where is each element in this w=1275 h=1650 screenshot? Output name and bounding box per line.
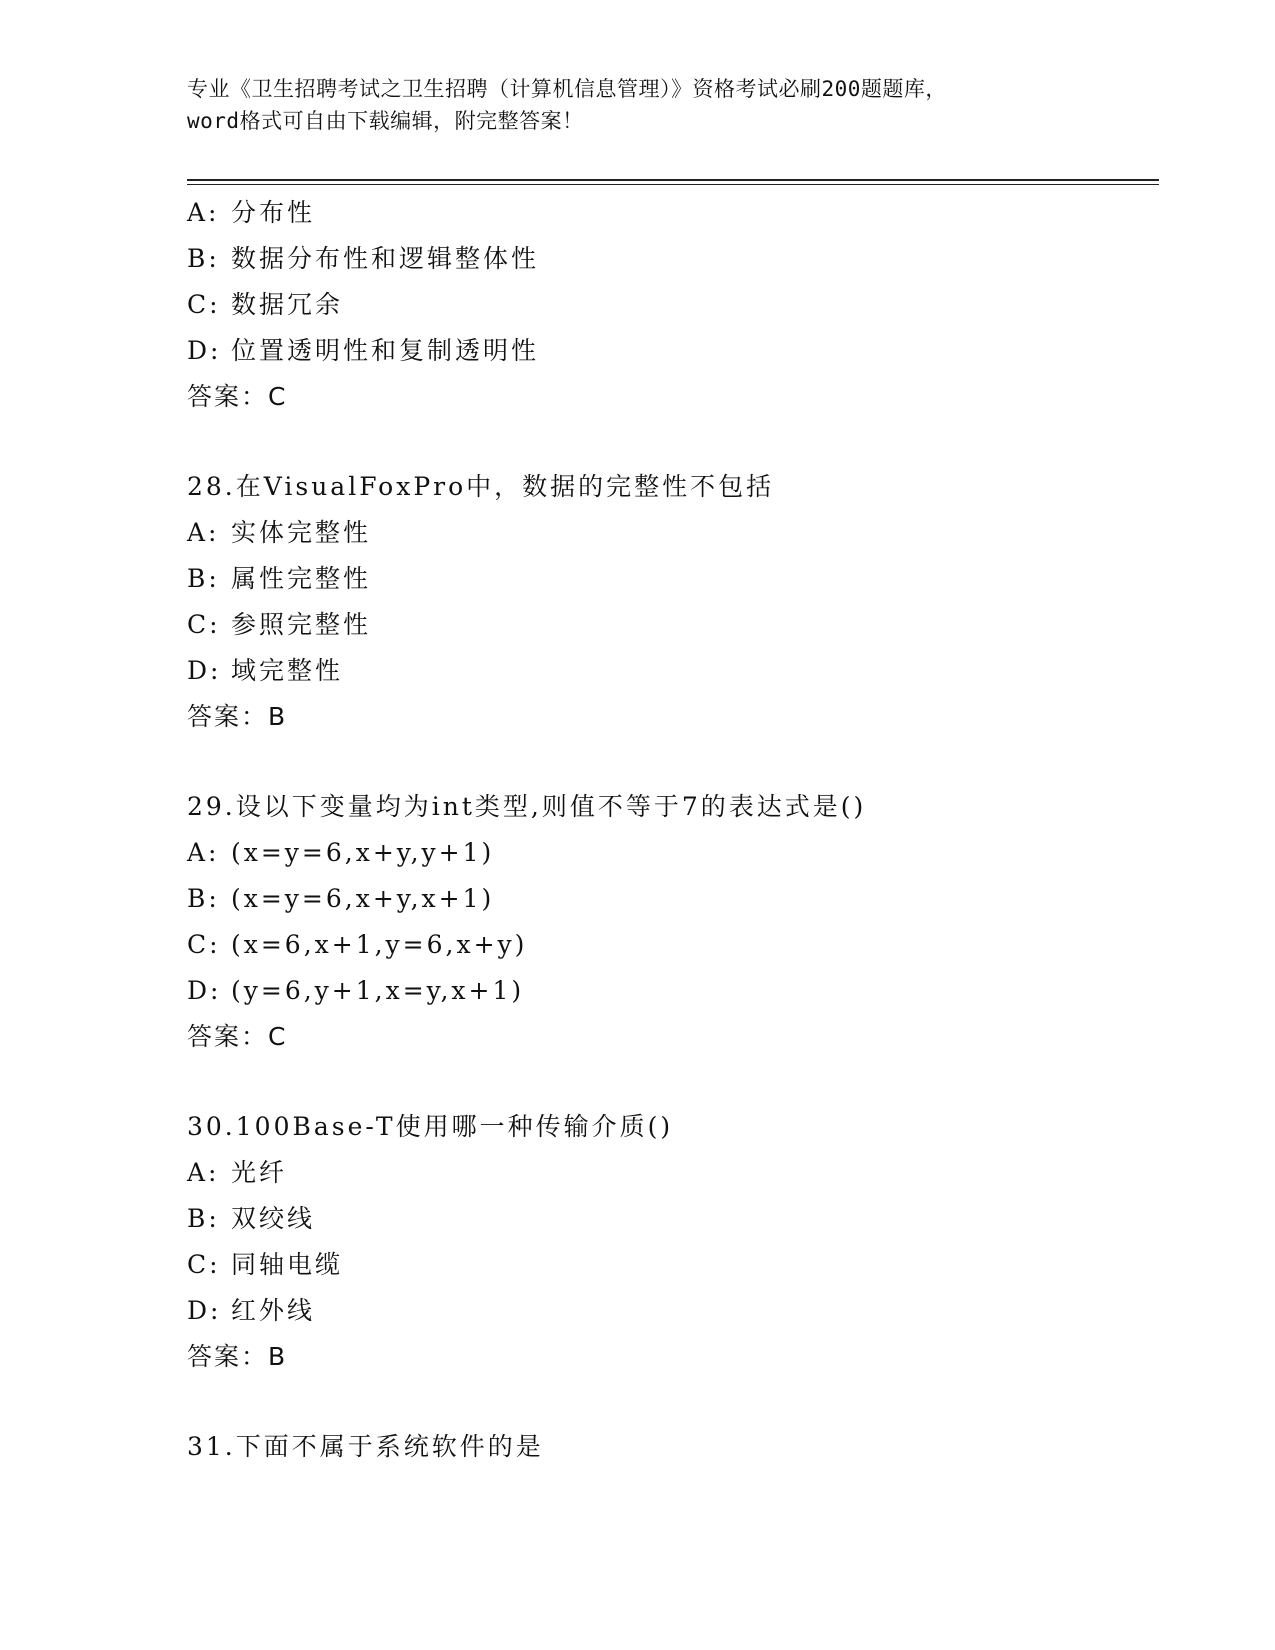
option-a: [187, 510, 1147, 556]
option-text: 双绞线: [231, 1204, 316, 1233]
question-stem: 29.设以下变量均为int类型,则值不等于7的表达式是(): [187, 792, 867, 821]
option-d: [187, 1288, 1147, 1334]
answer-line: 答案：B: [187, 1342, 288, 1371]
document-header: [187, 73, 1087, 137]
option-d: [187, 328, 1147, 374]
option-text: 数据冗余: [231, 290, 344, 319]
option-c: [187, 922, 1147, 968]
option-c: [187, 1242, 1147, 1288]
option-text: 实体完整性: [231, 518, 372, 547]
option-label: C:: [187, 1250, 221, 1279]
option-c: [187, 282, 1147, 328]
answer-line: 答案：C: [187, 382, 288, 411]
option-a: [187, 190, 1147, 236]
option-text: 位置透明性和复制透明性: [231, 336, 540, 365]
option-label: A:: [187, 198, 220, 227]
option-text: (x=y=6,x+y,y+1): [231, 838, 495, 867]
option-label: D:: [187, 1296, 222, 1325]
option-text: 属性完整性: [231, 564, 372, 593]
option-text: (x=6,x+1,y=6,x+y): [231, 930, 528, 959]
option-text: 数据分布性和逻辑整体性: [231, 244, 540, 273]
option-label: A:: [187, 838, 220, 867]
option-text: 光纤: [231, 1158, 288, 1187]
question-stem: 31.下面不属于系统软件的是: [187, 1432, 544, 1461]
header-line-2: word格式可自由下载编辑，附完整答案！: [187, 109, 584, 133]
option-label: B:: [187, 884, 220, 913]
question-block-partial: [187, 190, 1147, 420]
option-label: C:: [187, 930, 221, 959]
option-label: B:: [187, 564, 220, 593]
option-text: 域完整性: [231, 656, 344, 685]
answer-line: 答案：B: [187, 702, 288, 731]
option-label: B:: [187, 1204, 220, 1233]
option-label: C:: [187, 610, 221, 639]
option-a: [187, 1150, 1147, 1196]
option-label: C:: [187, 290, 221, 319]
question-stem: 28.在VisualFoxPro中，数据的完整性不包括: [187, 472, 775, 501]
question-block-29: [187, 784, 1147, 1060]
header-divider-thin: [187, 184, 1159, 185]
option-b: [187, 876, 1147, 922]
question-block-31: [187, 1424, 1147, 1470]
option-a: [187, 830, 1147, 876]
answer-line: 答案：C: [187, 1022, 288, 1051]
option-label: D:: [187, 976, 222, 1005]
question-block-28: [187, 464, 1147, 740]
question-list: [187, 190, 1147, 1470]
header-divider: [187, 179, 1159, 181]
question-block-30: [187, 1104, 1147, 1380]
option-label: A:: [187, 1158, 220, 1187]
option-label: D:: [187, 656, 222, 685]
option-label: A:: [187, 518, 220, 547]
option-text: (x=y=6,x+y,x+1): [231, 884, 495, 913]
option-label: D:: [187, 336, 222, 365]
option-text: 参照完整性: [231, 610, 372, 639]
option-text: (y=6,y+1,x=y,x+1): [231, 976, 525, 1005]
option-text: 分布性: [231, 198, 316, 227]
option-b: [187, 556, 1147, 602]
option-text: 同轴电缆: [231, 1250, 344, 1279]
option-b: [187, 1196, 1147, 1242]
header-line-1: 专业《卫生招聘考试之卫生招聘（计算机信息管理）》资格考试必刷200题题库，: [187, 77, 947, 101]
option-d: [187, 968, 1147, 1014]
option-c: [187, 602, 1147, 648]
option-text: 红外线: [231, 1296, 316, 1325]
option-d: [187, 648, 1147, 694]
option-b: [187, 236, 1147, 282]
option-label: B:: [187, 244, 220, 273]
question-stem: 30.100Base-T使用哪一种传输介质(): [187, 1112, 674, 1141]
